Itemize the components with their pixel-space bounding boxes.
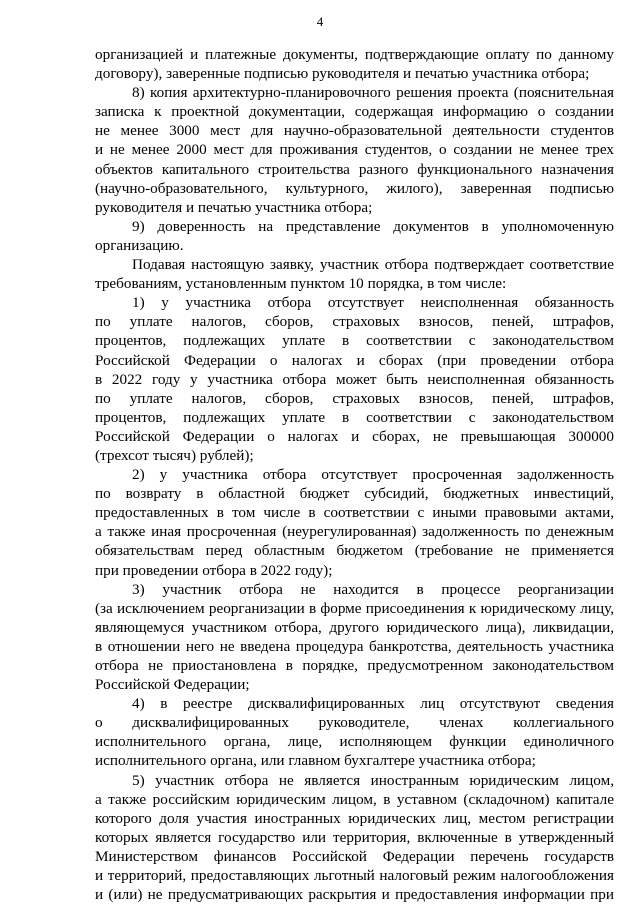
text-line: организацию. xyxy=(95,236,184,254)
text-line: (научно-образовательного, культурного, жилого), заверенная подписью xyxy=(95,179,614,197)
text-line: а также иная просроченная (неурегулированная) задолженность по денежным xyxy=(95,523,614,541)
text-line: по уплате налогов, сборов, страховых взносов, пеней, штрафов, xyxy=(95,313,614,331)
text-line: объектов капитального строительства разного функционального назначения xyxy=(95,160,614,178)
text-line: по уплате налогов, сборов, страховых взносов, пеней, штрафов, xyxy=(95,389,614,407)
text-line: при проведении отбора в 2022 году); xyxy=(95,561,333,579)
text-line: по возврату в областной бюджет субсидий, бюджетных инвестиций, xyxy=(95,485,614,503)
text-line: которых является государство или территория, включенные в утвержденный xyxy=(95,828,614,846)
page-number: 4 xyxy=(316,14,324,29)
text-line: (за исключением реорганизации в форме присоединения к юридическому лицу, xyxy=(95,599,614,617)
text-line: Российской Федерации; xyxy=(95,676,250,694)
text-line: являющемуся участником отбора, другого юридического лица), ликвидации, xyxy=(95,618,614,636)
text-line: исполнительного органа, лице, исполняющем функции единоличного xyxy=(95,733,614,751)
text-line: в 2022 году у участника отбора может быть неисполненная обязанность xyxy=(95,370,614,388)
text-line: Российской Федерации о налогах и сборах, не превышающая 300000 xyxy=(95,427,614,445)
text-line: не менее 3000 мест для научно-образовательной деятельности студентов xyxy=(95,122,614,140)
text-line: руководителя и печатью участника отбора; xyxy=(95,198,373,216)
text-line: процентов, подлежащих уплате в соответствии с законодательством xyxy=(95,332,614,350)
text-line: обязательствам перед областным бюджетом (требование не применяется xyxy=(95,542,614,560)
text-line: Российской Федерации о налогах и сборах (при проведении отбора xyxy=(95,351,614,369)
text-line: (трехсот тысяч) рублей); xyxy=(95,446,254,464)
text-line: отбора не приостановлена в порядке, предусмотренном законодательством xyxy=(95,657,614,674)
text-line: о дисквалифицированных руководителе, членах коллегиального xyxy=(95,714,614,732)
text-line: договору), заверенные подписью руководителя и печатью участника отбора; xyxy=(95,65,590,83)
text-line: и не менее 2000 мест для проживания студентов, о создании не менее трех xyxy=(95,141,614,159)
text-line: процентов, подлежащих уплате в соответствии с законодательством xyxy=(95,408,614,426)
text-line: 8) копия архитектурно-планировочного решения проекта (пояснительная xyxy=(132,84,614,102)
body-text xyxy=(95,45,614,904)
text-line: требованиям, установленным пунктом 10 порядка, в том числе: xyxy=(95,275,507,293)
text-line: 9) доверенность на представление документов в уполномоченную xyxy=(132,217,614,235)
text-line: организацией и платежные документы, подтверждающие оплату по данному xyxy=(95,46,614,63)
text-line: 1) у участника отбора отсутствует неисполненная обязанность xyxy=(132,294,614,312)
text-line: записка к проектной документации, содержащая информацию о создании xyxy=(95,103,614,121)
text-line: а также российским юридическим лицом, в уставном (складочном) капитале xyxy=(95,790,614,808)
text-line: предоставленных в том числе в соответствии с иными правовыми актами, xyxy=(95,504,614,522)
text-line: 5) участник отбора не является иностранным юридическим лицом, xyxy=(132,771,614,789)
text-line: 2) у участника отбора отсутствует просроченная задолженность xyxy=(132,466,614,484)
text-line: в отношении него не введена процедура банкротства, деятельность участника xyxy=(95,637,614,655)
text-line: 4) в реестре дисквалифицированных лиц отсутствуют сведения xyxy=(132,695,614,713)
text-line: Министерством финансов Российской Федерации перечень государств xyxy=(95,847,614,865)
text-line: которого доля участия иностранных юридических лиц, местом регистрации xyxy=(95,809,614,827)
text-line: 3) участник отбора не находится в процессе реорганизации xyxy=(132,580,614,598)
text-line: Подавая настоящую заявку, участник отбора подтверждает соответствие xyxy=(132,256,614,274)
text-line: исполнительного органа, или главном бухгалтере участника отбора; xyxy=(95,752,536,770)
text-line: и территорий, предоставляющих льготный налоговый режим налогообложения xyxy=(95,867,614,885)
text-line: и (или) не предусматривающих раскрытия и предоставления информации при xyxy=(95,886,614,904)
